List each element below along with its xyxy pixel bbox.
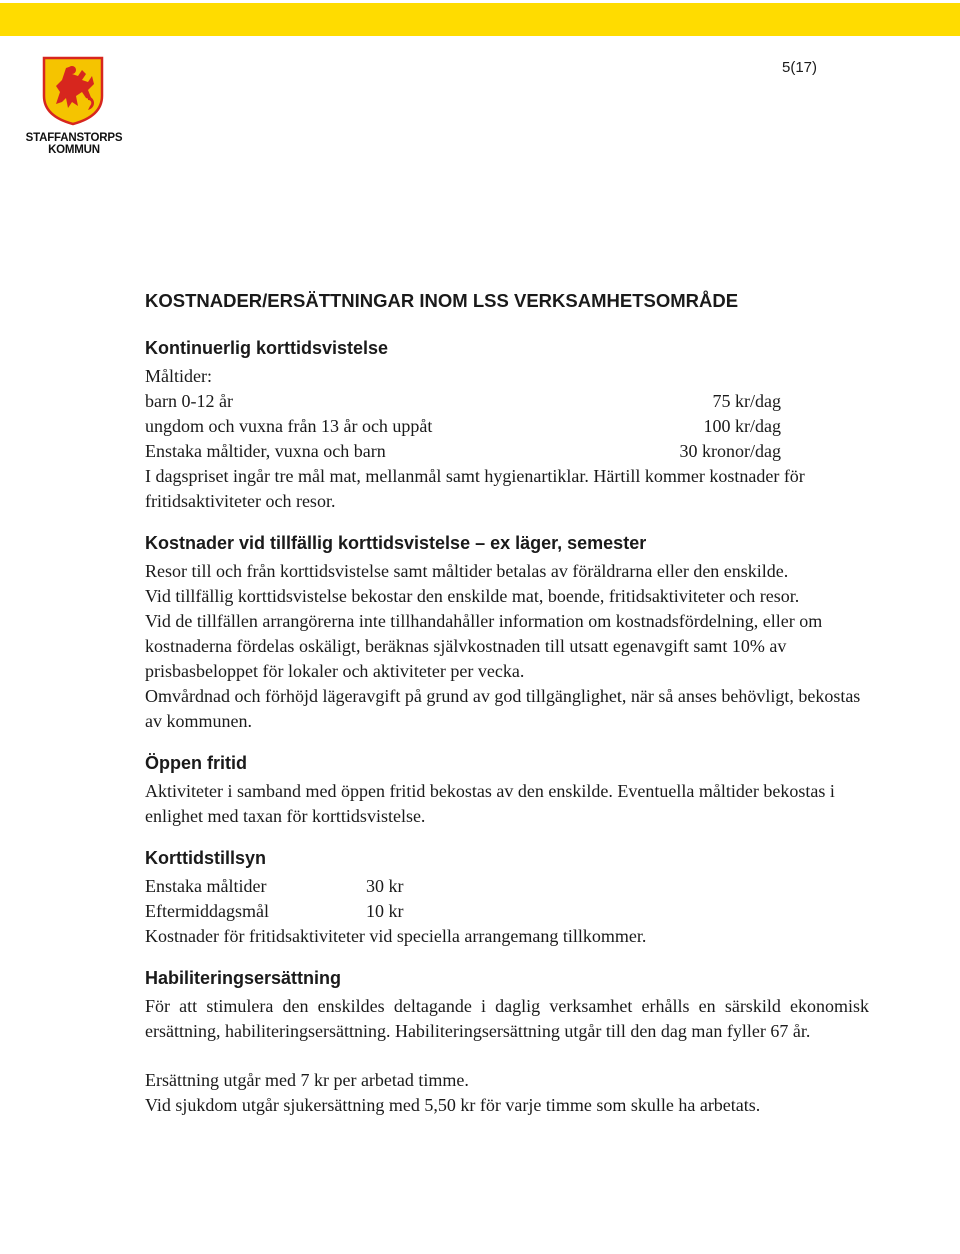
price-value: 30 kronor/dag: [679, 441, 781, 461]
section-korttidstillsyn: [145, 846, 869, 949]
price-value: 10 kr: [366, 901, 404, 921]
section-heading: Kontinuerlig korttidsvistelse: [145, 338, 389, 358]
paragraph-spacer: [145, 1044, 869, 1068]
logo-wordmark: [22, 132, 126, 156]
price-row: [145, 389, 869, 414]
paragraph: Aktiviteter i samband med öppen fritid bekostas av den enskilde. Eventuella måltider bekostas i enlighet med taxan för korttidsvistelse.: [145, 781, 835, 826]
section-tillfallig: [145, 531, 869, 734]
logo-text-line1: STAFFANSTORPS: [25, 132, 123, 144]
section-heading: Öppen fritid: [145, 753, 247, 773]
section-heading: Habiliteringsersättning: [145, 968, 342, 988]
price-value: 75 kr/dag: [712, 391, 781, 411]
price-row: [145, 874, 869, 899]
paragraph: Ersättning utgår med 7 kr per arbetad timme.: [145, 1070, 469, 1090]
price-row: [145, 439, 869, 464]
meals-label: Måltider:: [145, 366, 212, 386]
price-label: Enstaka måltider, vuxna och barn: [145, 441, 386, 461]
section-kontinuerlig: [145, 336, 869, 514]
paragraph: Vid de tillfällen arrangörerna inte tillhandahåller information om kostnadsfördelning, eller om kostnaderna fördelas oskäligt, beräknas självkostnaden till utsatt egenavgift samt 10% av prisbasbeloppet för lokaler och aktiviteter per vecka.: [145, 611, 823, 681]
top-color-bar: [0, 3, 960, 36]
section-heading: Kostnader vid tillfällig korttidsvistelse – ex läger, semester: [145, 533, 647, 553]
document-body: [145, 288, 869, 1135]
paragraph: Vid sjukdom utgår sjukersättning med 5,50 kr för varje timme som skulle ha arbetats.: [145, 1095, 761, 1115]
coat-of-arms-icon: [42, 56, 104, 126]
section-habilitering: [145, 966, 869, 1118]
section-note: Kostnader för fritidsaktiviteter vid speciella arrangemang tillkommer.: [145, 926, 647, 946]
section-oppen-fritid: [145, 751, 869, 829]
paragraph: Vid tillfällig korttidsvistelse bekostar den enskilde mat, boende, fritidsaktiviteter och resor.: [145, 586, 800, 606]
municipality-logo: [22, 56, 126, 156]
price-row: [145, 899, 869, 924]
price-label: ungdom och vuxna från 13 år och uppåt: [145, 416, 433, 436]
price-row: [145, 414, 869, 439]
section-note: I dagspriset ingår tre mål mat, mellanmål samt hygienartiklar. Härtill kommer kostnader för fritidsaktiviteter och resor.: [145, 466, 805, 511]
section-heading: Korttidstillsyn: [145, 848, 267, 868]
price-value: 100 kr/dag: [703, 416, 781, 436]
price-value: 30 kr: [366, 876, 404, 896]
price-label: barn 0-12 år: [145, 391, 233, 411]
paragraph: För att stimulera den enskildes deltagande i daglig verksamhet erhålls en särskild ekonomisk ersättning, habiliteringsersättning. Habiliteringsersättning utgår till den dag man fyller 67 år.: [145, 996, 869, 1041]
logo-text-line2: KOMMUN: [48, 144, 100, 156]
page-title: KOSTNADER/ERSÄTTNINGAR INOM LSS VERKSAMHETSOMRÅDE: [145, 290, 739, 311]
paragraph: Omvårdnad och förhöjd lägeravgift på grund av god tillgänglighet, när så anses behövligt, bekostas av kommunen.: [145, 686, 861, 731]
paragraph: Resor till och från korttidsvistelse samt måltider betalas av föräldrarna eller den enskilde.: [145, 561, 789, 581]
price-label: Eftermiddagsmål: [145, 901, 269, 921]
page-number: 5(17): [782, 59, 818, 76]
price-label: Enstaka måltider: [145, 876, 267, 896]
